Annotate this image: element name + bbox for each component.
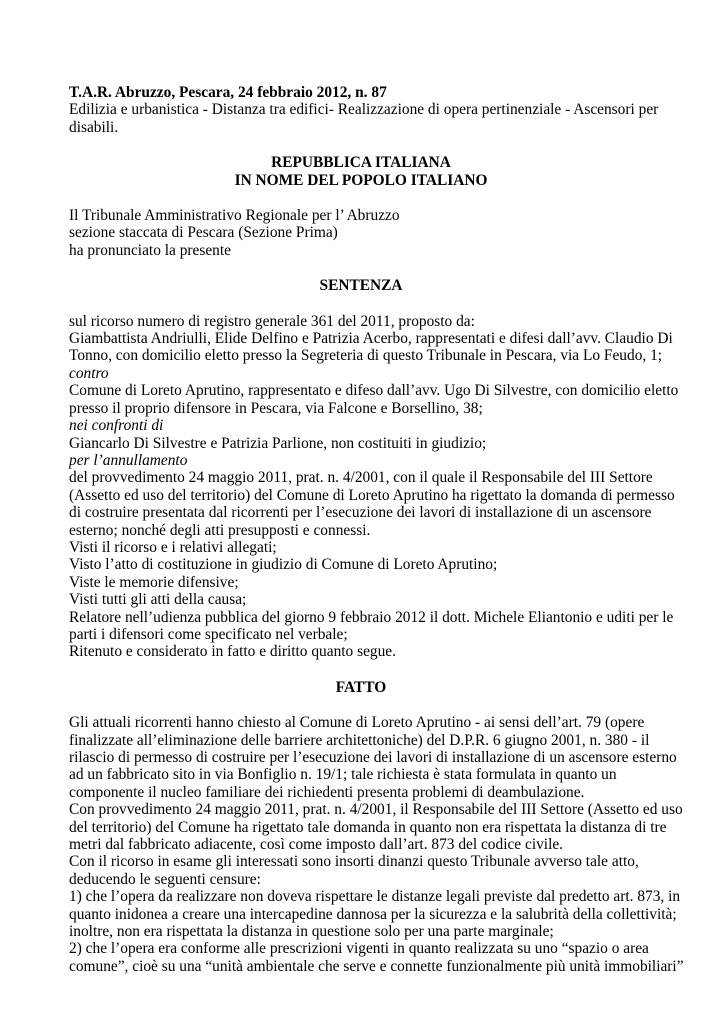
sentenza-body — [69, 312, 679, 661]
fatto-title: FATTO — [335, 678, 387, 696]
spacer — [69, 189, 669, 207]
sentenza-line: presso il proprio difensore in Pescara, via Falcone e Borsellino, 38; — [69, 399, 483, 417]
fatto-line: 1) che l’opera da realizzare non doveva rispettare le distanze legali previste dal predetto art. 873, in — [69, 888, 681, 906]
sentenza-line: Relatore nell’udienza pubblica del giorno 9 febbraio 2012 il dott. Michele Eliantonio e uditi per le — [69, 608, 674, 626]
sentenza-line: sul ricorso numero di registro generale 361 del 2011, proposto da: — [69, 312, 475, 330]
fatto-line: componente il nucleo familiare dei richiedenti presenta problemi di deambulazione. — [69, 783, 585, 801]
fatto-line: deducendo le seguenti censure: — [69, 870, 261, 888]
fatto-body — [69, 714, 684, 975]
sentenza-line: parti i difensori come specificato nel verbale; — [69, 625, 348, 643]
sentenza-line: (Assetto ed uso del territorio) del Comune di Loreto Aprutino ha rigettato la domanda di permesso — [69, 486, 675, 504]
fatto-line: Gli attuali ricorrenti hanno chiesto al Comune di Loreto Aprutino - ai sensi dell’art. 79 (opere — [69, 714, 645, 732]
sentenza-line: esterno; nonché degli atti presupposti e connessi. — [69, 521, 371, 539]
sentenza-line: di costruire presentata dal ricorrenti per l’esecuzione dei lavori di installazione di un ascensore — [69, 504, 652, 522]
fatto-line: ad un fabbricato sito in via Bonfiglio n. 19/1; tale richiesta è stata formulata in quanto un — [69, 766, 617, 784]
fatto-line: del territorio) del Comune ha rigettato tale domanda in quanto non era rispettata la distanza di tre — [69, 818, 667, 836]
spacer — [69, 259, 669, 277]
people-heading: IN NOME DEL POPOLO ITALIANO — [234, 171, 488, 189]
sentenza-line: Visti il ricorso e i relativi allegati; — [69, 538, 277, 556]
intro-line: sezione staccata di Pescara (Sezione Prima) — [69, 224, 338, 242]
sentenza-line: Visto l’atto di costituzione in giudizio di Comune di Loreto Aprutino; — [69, 556, 498, 574]
sentenza-line: Giambattista Andriulli, Elide Delfino e Patrizia Acerbo, rappresentati e difesi dall’avv. Claudio Di — [69, 330, 673, 348]
sentenza-line: Tonno, con domicilio eletto presso la Segreteria di questo Tribunale in Pescara, via Lo Feudo, 1; — [69, 347, 663, 365]
spacer — [69, 696, 669, 714]
fatto-line: finalizzate all’eliminazione delle barriere architettoniche) del D.P.R. 6 giugno 2001, n. 380 - il — [69, 731, 650, 749]
fatto-line: Con provvedimento 24 maggio 2011, prat. n. 4/2001, il Responsabile del III Settore (Assetto ed uso — [69, 801, 683, 819]
spacer — [69, 661, 669, 679]
fatto-line: 2) che l’opera era conforme alle prescrizioni vigenti in quanto realizzata su uno “spazio o area — [69, 940, 649, 958]
citation-heading: T.A.R. Abruzzo, Pescara, 24 febbraio 2012, n. 87 — [69, 84, 387, 101]
sentenza-line: Visti tutti gli atti della causa; — [69, 591, 247, 609]
sentenza-title: SENTENZA — [319, 277, 403, 295]
fatto-line: Con il ricorso in esame gli interessati sono insorti dinanzi questo Tribunale avverso tale atto, — [69, 853, 639, 871]
fatto-line: comune”, cioè su una “unità ambientale che serve e connette funzionalmente più unità immobiliari” — [69, 957, 684, 975]
sentenza-line: per l’annullamento — [69, 451, 188, 469]
subject-line-2: disabili. — [69, 118, 119, 136]
fatto-line: metri dal fabbricato adiacente, così come imposto dall’art. 873 del codice civile. — [69, 836, 564, 854]
intro-line: Il Tribunale Amministrativo Regionale per l’ Abruzzo — [69, 207, 400, 225]
sentenza-line: nei confronti di — [69, 417, 164, 435]
sentenza-line: Giancarlo Di Silvestre e Patrizia Parlione, non costituiti in giudizio; — [69, 434, 487, 452]
intro-line: ha pronunciato la presente — [69, 241, 231, 259]
sentenza-line: Comune di Loreto Aprutino, rappresentato e difeso dall’avv. Ugo Di Silvestre, con domicilio eletto — [69, 382, 679, 400]
fatto-line: inoltre, non era rispettata la distanza in questione solo per una parte marginale; — [69, 923, 554, 941]
spacer — [69, 295, 669, 313]
sentenza-line: Ritenuto e considerato in fatto e diritto quanto segue. — [69, 643, 396, 661]
spacer — [69, 136, 669, 154]
sentenza-line: del provvedimento 24 maggio 2011, prat. n. 4/2001, con il quale il Responsabile del III Settore — [69, 469, 653, 487]
document-page — [69, 84, 684, 975]
fatto-line: rilascio di permesso di costruire per l’esecuzione dei lavori di installazione di un ascensore esterno — [69, 749, 677, 766]
sentenza-line: contro — [69, 364, 109, 382]
sentenza-line: Viste le memorie difensive; — [69, 573, 239, 591]
subject-line-1: Edilizia e urbanistica - Distanza tra edifici- Realizzazione di opera pertinenziale - Ascensori per — [69, 101, 659, 119]
fatto-line: quanto inidonea a creare una intercapedine dannosa per la sicurezza e la salubrità della collettività; — [69, 905, 677, 923]
republic-heading: REPUBBLICA ITALIANA — [271, 154, 451, 172]
